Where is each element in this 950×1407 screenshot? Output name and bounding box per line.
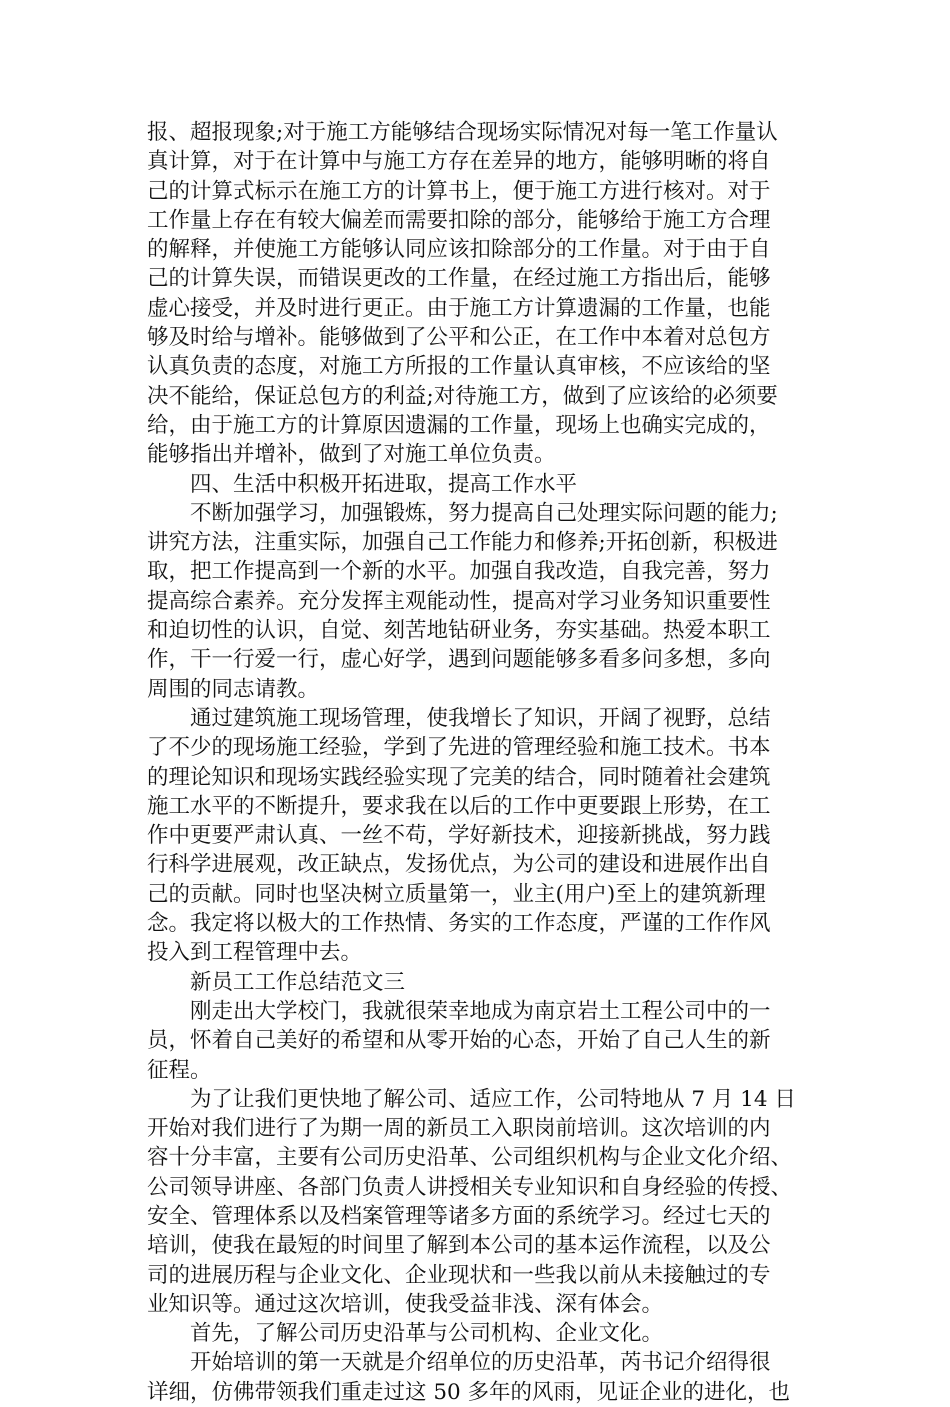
text-line: 开始对我们进行了为期一周的新员工入职岗前培训。这次培训的内 <box>147 1116 771 1142</box>
text-line: 决不能给，保证总包方的利益;对待施工方，做到了应该给的必须要 <box>147 383 778 409</box>
text-line: 能够指出并增补，做到了对施工单位负责。 <box>147 442 556 468</box>
text-line: 容十分丰富，主要有公司历史沿革、公司组织机构与企业文化介绍、 <box>147 1145 793 1171</box>
text-line: 作，干一行爱一行，虚心好学，遇到问题能够多看多问多想，多向 <box>147 647 771 673</box>
text-line: 司的进展历程与企业文化、企业现状和一些我以前从未接触过的专 <box>147 1262 771 1288</box>
text-line: 报、超报现象;对于施工方能够结合现场实际情况对每一笔工作量认 <box>147 120 778 145</box>
text-line: 够及时给与增补。能够做到了公平和公正，在工作中本着对总包方 <box>147 325 771 351</box>
text-line: 的理论知识和现场实践经验实现了完美的结合，同时随着社会建筑 <box>147 764 771 790</box>
text-line: 念。我定将以极大的工作热情、务实的工作态度，严谨的工作作风 <box>147 911 771 937</box>
text-line: 己的计算失误，而错误更改的工作量，在经过施工方指出后，能够 <box>147 266 771 292</box>
text-line: 安全、管理体系以及档案管理等诸多方面的系统学习。经过七天的 <box>147 1203 771 1229</box>
text-line: 不断加强学习，加强锻炼，努力提高自己处理实际问题的能力; <box>190 500 778 526</box>
text-line: 施工水平的不断提升，要求我在以后的工作中更要跟上形势，在工 <box>147 793 771 819</box>
text-line: 认真负责的态度，对施工方所报的工作量认真审核，不应该给的坚 <box>147 354 771 380</box>
text-line: 的解释，并使施工方能够认同应该扣除部分的工作量。对于由于自 <box>147 237 771 263</box>
text-line: 和迫切性的认识，自觉、刻苦地钻研业务，夯实基础。热爱本职工 <box>147 618 771 644</box>
text-line: 工作量上存在有较大偏差而需要扣除的部分，能够给于施工方合理 <box>147 207 771 233</box>
text-line: 虚心接受，并及时进行更正。由于施工方计算遗漏的工作量，也能 <box>147 295 771 321</box>
text-line: 讲究方法，注重实际，加强自己工作能力和修养;开拓创新，积极进 <box>147 530 778 556</box>
text-line: 培训，使我在最短的时间里了解到本公司的基本运作流程，以及公 <box>147 1233 771 1259</box>
text-line: 详细，仿佛带领我们重走过这 50 多年的风雨，见证企业的进化，也 <box>147 1379 791 1405</box>
text-line: 投入到工程管理中去。 <box>147 940 363 966</box>
text-line: 为了让我们更快地了解公司、适应工作，公司特地从 7 月 14 日 <box>190 1086 796 1112</box>
text-line: 开始培训的第一天就是介绍单位的历史沿革，芮书记介绍得很 <box>190 1350 771 1376</box>
text-line: 给，由于施工方的计算原因遗漏的工作量，现场上也确实完成的， <box>147 412 771 438</box>
text-line: 行科学进展观，改正缺点，发扬优点，为公司的建设和进展作出自 <box>147 852 771 878</box>
text-line: 业知识等。通过这次培训，使我受益非浅、深有体会。 <box>147 1291 664 1317</box>
text-line: 征程。 <box>147 1057 212 1083</box>
text-line: 了不少的现场施工经验，学到了先进的管理经验和施工技术。书本 <box>147 735 771 761</box>
text-line: 四、生活中积极开拓进取，提高工作水平 <box>190 471 578 497</box>
text-line: 取，把工作提高到一个新的水平。加强自我改造，自我完善，努力 <box>147 559 771 585</box>
text-line: 真计算，对于在计算中与施工方存在差异的地方，能够明晰的将自 <box>147 149 771 175</box>
text-line: 员，怀着自己美好的希望和从零开始的心态，开始了自己人生的新 <box>147 1028 771 1054</box>
text-line: 己的贡献。同时也坚决树立质量第一，业主(用户)至上的建筑新理 <box>147 881 766 907</box>
text-line: 刚走出大学校门，我就很荣幸地成为南京岩土工程公司中的一 <box>190 998 771 1024</box>
text-line: 公司领导讲座、各部门负责人讲授相关专业知识和自身经验的传授、 <box>147 1174 793 1200</box>
text-line: 提高综合素养。充分发挥主观能动性，提高对学习业务知识重要性 <box>147 588 771 614</box>
text-line: 新员工工作总结范文三 <box>190 969 406 995</box>
text-line: 周围的同志请教。 <box>147 676 320 702</box>
text-line: 己的计算式标示在施工方的计算书上，便于施工方进行核对。对于 <box>147 178 771 204</box>
document-page <box>147 118 812 1407</box>
text-line: 作中更要严肃认真、一丝不苟，学好新技术，迎接新挑战，努力践 <box>147 823 771 849</box>
text-line: 通过建筑施工现场管理，使我增长了知识，开阔了视野，总结 <box>190 705 771 731</box>
text-line: 首先，了解公司历史沿革与公司机构、企业文化。 <box>190 1321 664 1347</box>
